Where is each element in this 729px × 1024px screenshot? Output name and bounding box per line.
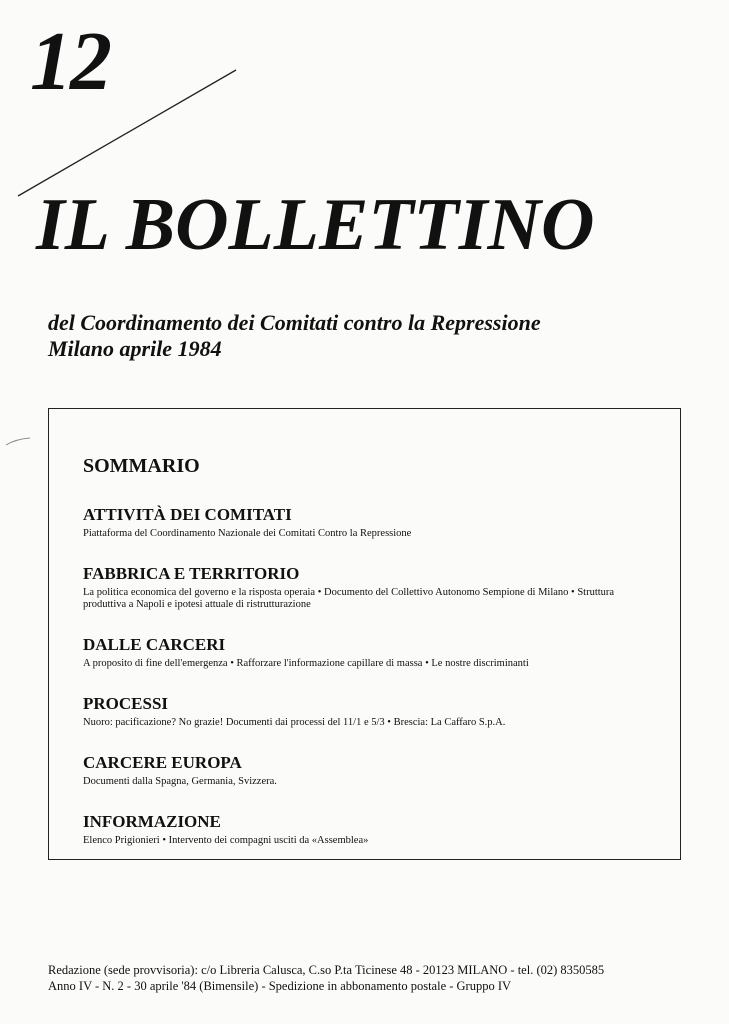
section-title: DALLE CARCERI [83,635,226,654]
contents-sections [83,505,655,871]
section-description: La politica economica del governo e la risposta operaia • Documento del Collettivo Autonomo Sempione di Milano • Struttura produttiva a Napoli e ipotesi attuale di ristrutturazione [83,587,615,610]
section-title: PROCESSI [83,694,169,713]
contents-box [48,408,681,860]
contents-section [83,564,655,635]
section-title: FABBRICA E TERRITORIO [83,564,300,583]
section-description: Elenco Prigionieri • Intervento dei compagni usciti da «Assemblea» [83,835,369,846]
contents-section [83,694,655,753]
section-description: Piattaforma del Coordinamento Nazionale dei Comitati Contro la Repressione [83,528,412,539]
section-title: ATTIVITÀ DEI COMITATI [83,505,292,524]
footer-publication-info: Anno IV - N. 2 - 30 aprile '84 (Bimensile) - Spedizione in abbonamento postale - Gruppo IV [48,979,512,993]
subtitle-line-date: Milano aprile 1984 [48,336,222,361]
contents-section [83,505,655,564]
section-description: Documenti dalla Spagna, Germania, Svizzera. [83,776,277,787]
section-title: INFORMAZIONE [83,812,221,831]
contents-section [83,753,655,812]
subtitle-line-organization: del Coordinamento dei Comitati contro la Repressione [48,310,541,335]
footer [48,962,604,994]
footer-editorial-address: Redazione (sede provvisoria): c/o Libreria Calusca, C.so P.ta Ticinese 48 - 20123 MILANO - tel. (02) 8350585 [48,963,605,977]
section-description: Nuoro: pacificazione? No grazie! Documenti dai processi del 11/1 e 5/3 • Brescia: La Caffaro S.p.A. [83,717,506,728]
section-description: A proposito di fine dell'emergenza • Rafforzare l'informazione capillare di massa • Le nostre discriminanti [83,658,529,669]
publication-title: IL BOLLETTINO [36,184,595,266]
contents-section [83,812,655,871]
section-title: CARCERE EUROPA [83,753,242,772]
margin-pencil-mark [4,436,34,448]
contents-heading: SOMMARIO [83,455,200,477]
contents-section [83,635,655,694]
issue-number: 12 [30,15,110,108]
subtitle [48,310,541,362]
